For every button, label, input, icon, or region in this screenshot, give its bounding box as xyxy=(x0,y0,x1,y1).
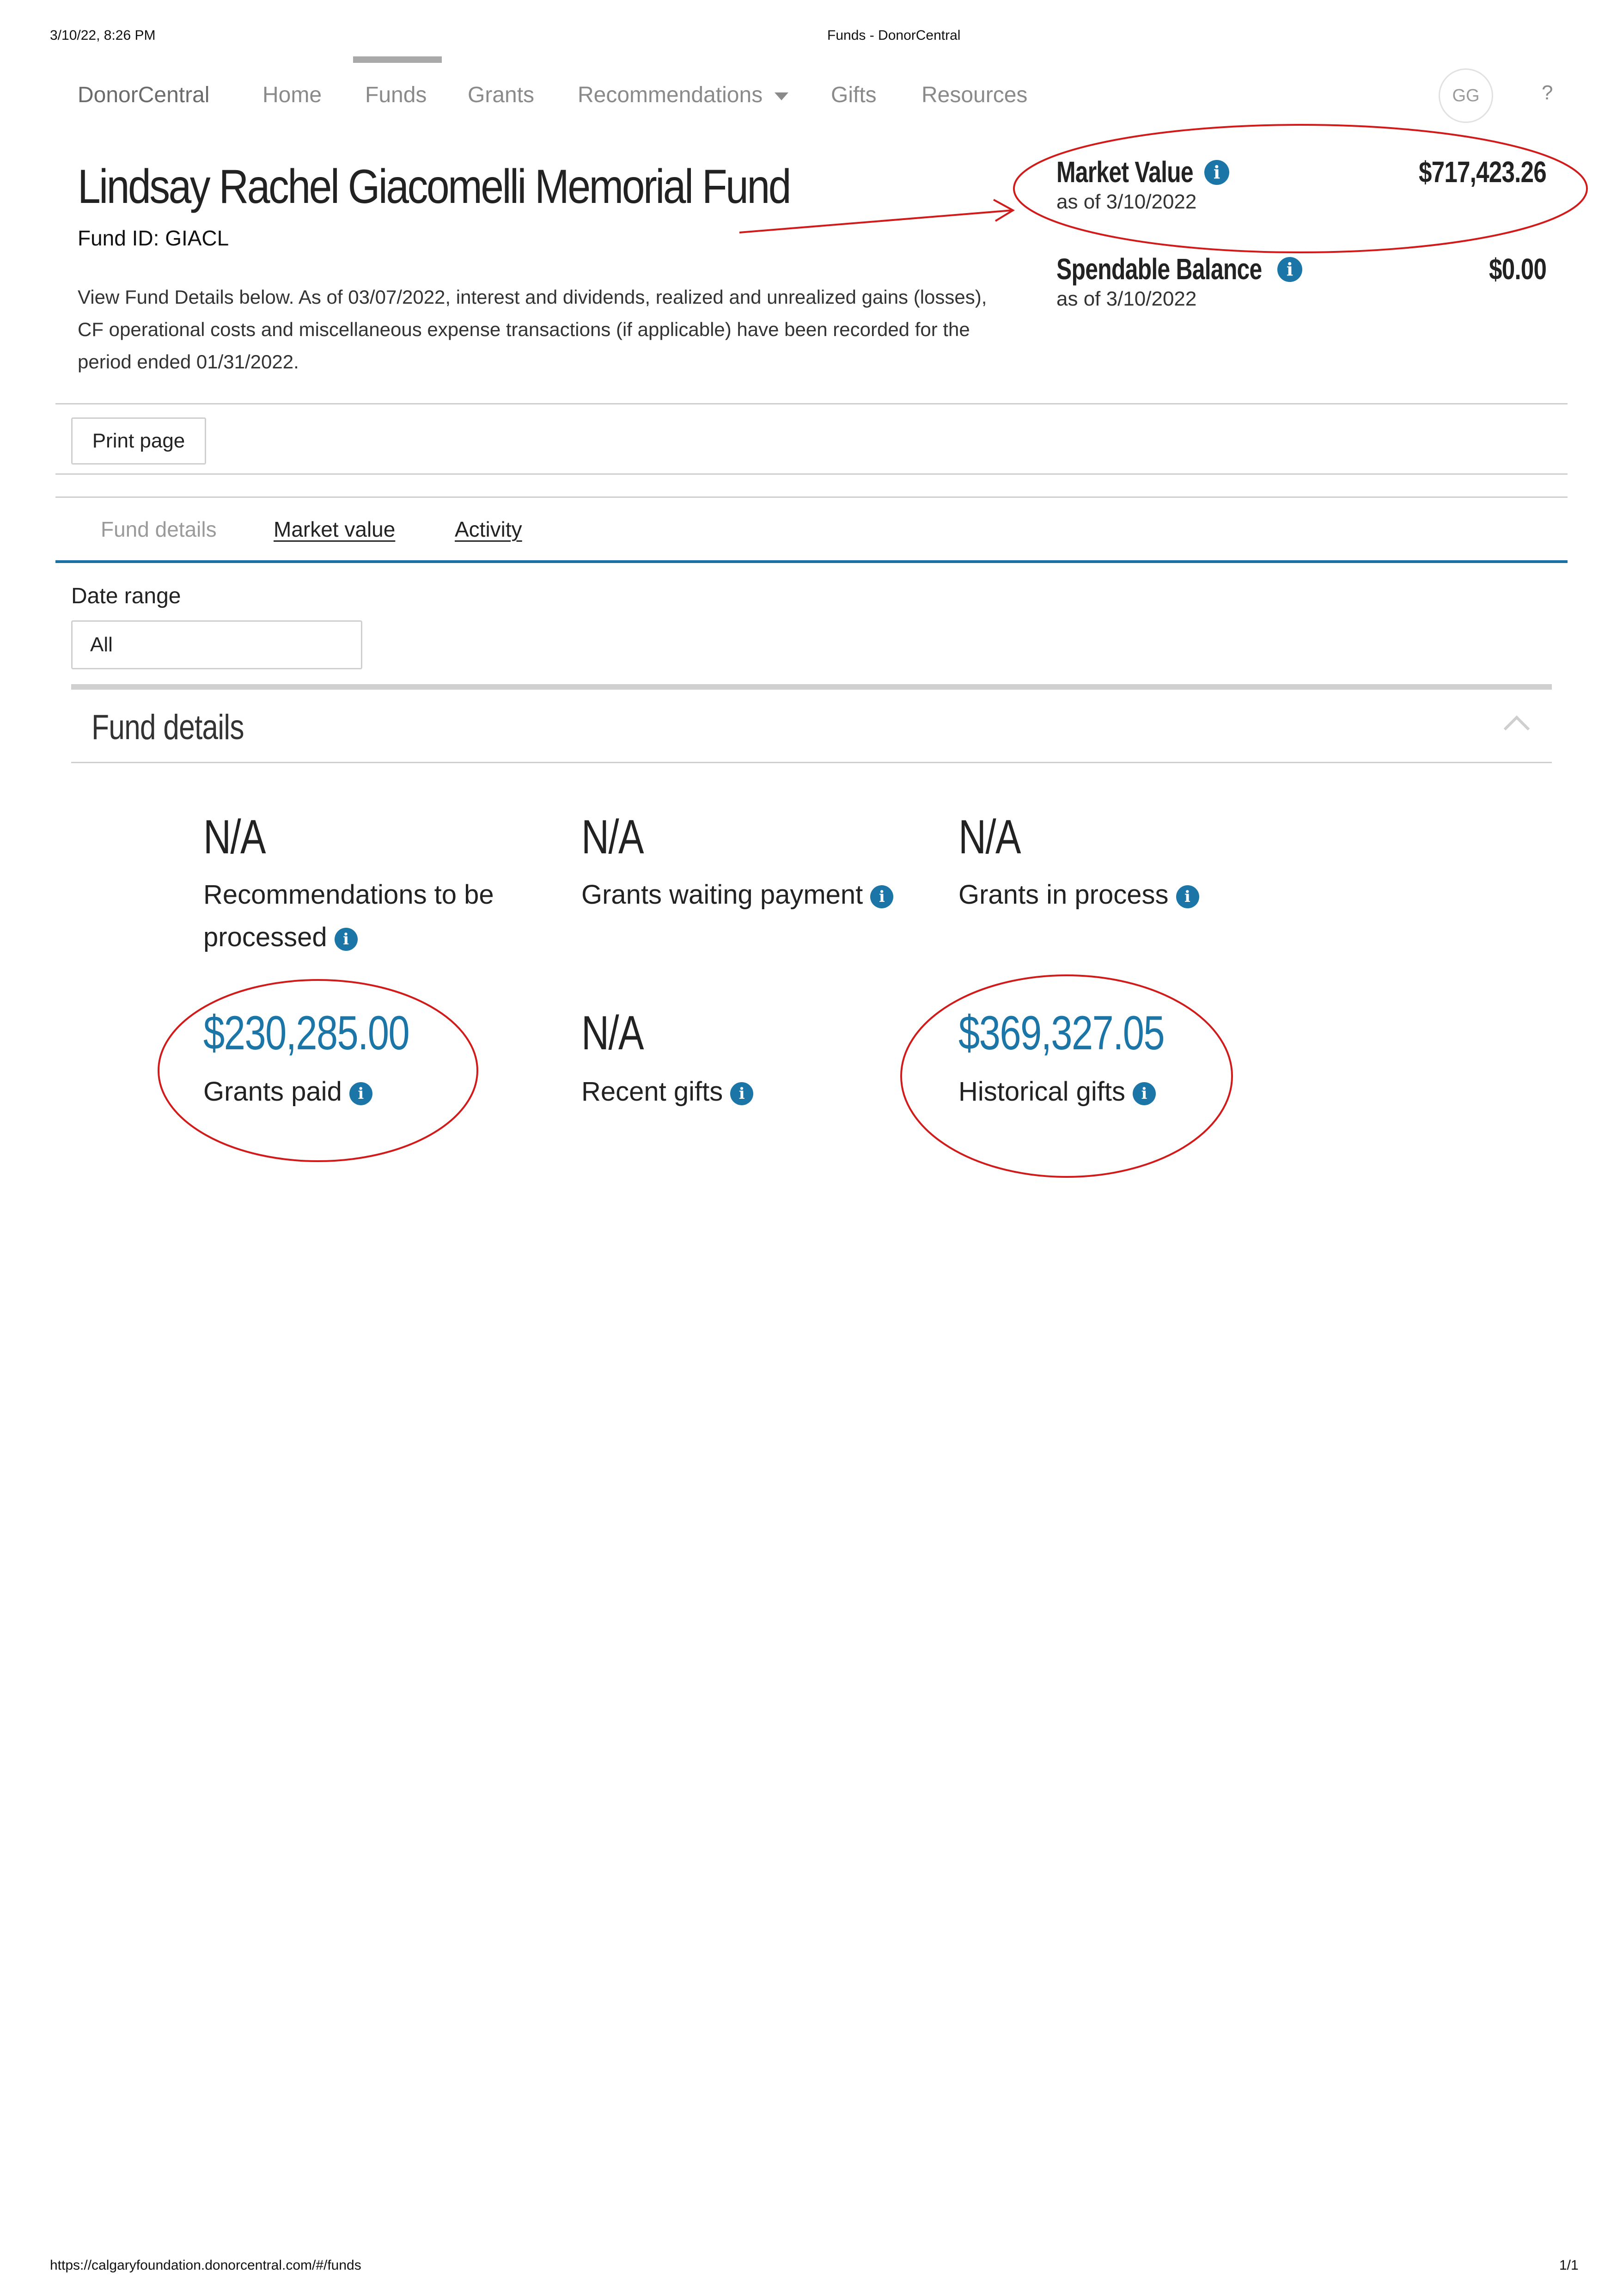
annotation-circle-market-value xyxy=(1014,125,1587,252)
nav-recommendations-label: Recommendations xyxy=(578,83,763,107)
grants-in-process-label-text: Grants in process xyxy=(958,880,1169,910)
nav-home[interactable]: Home xyxy=(262,83,322,107)
info-icon[interactable]: i xyxy=(1176,885,1199,908)
nav-grants[interactable]: Grants xyxy=(468,83,535,107)
market-value-amount: $717,423.26 xyxy=(1419,155,1546,189)
info-icon[interactable]: i xyxy=(349,1082,372,1105)
fund-description: View Fund Details below. As of 03/07/2022, interest and dividends, realized and unrealized gains (losses), CF operational costs and miscellaneous expense transactions (if applicable) have been recorded for the period ended 01/31/2022. xyxy=(78,286,987,373)
grants-waiting-label-text: Grants waiting payment xyxy=(581,880,863,910)
print-datetime: 3/10/22, 8:26 PM xyxy=(50,28,156,43)
spendable-balance-asof: as of 3/10/2022 xyxy=(1056,288,1197,310)
help-icon[interactable]: ? xyxy=(1542,81,1553,104)
recent-gifts-label-text: Recent gifts xyxy=(581,1077,723,1107)
annotation-arrow-line xyxy=(739,210,1012,233)
date-range-select[interactable]: All xyxy=(71,620,362,669)
print-page-button[interactable]: Print page xyxy=(71,417,206,465)
historical-gifts-value: $369,327.05 xyxy=(958,1006,1165,1060)
annotation-circle-historical-gifts xyxy=(901,975,1232,1177)
nav-resources[interactable]: Resources xyxy=(921,83,1028,107)
grants-in-process-value: N/A xyxy=(958,810,1020,864)
recent-gifts-value: N/A xyxy=(581,1006,643,1060)
annotation-circle-grants-paid xyxy=(159,980,477,1161)
recommendations-label-text: Recommendations to be processed xyxy=(203,880,494,952)
tab-activity[interactable]: Activity xyxy=(455,517,522,541)
print-page-title: Funds - DonorCentral xyxy=(827,28,961,43)
historical-gifts-label-text: Historical gifts xyxy=(958,1077,1125,1107)
fund-id: Fund ID: GIACL xyxy=(78,226,229,250)
page-title: Lindsay Rachel Giacomelli Memorial Fund xyxy=(78,160,790,214)
info-icon[interactable]: i xyxy=(1133,1082,1156,1105)
spendable-balance-amount: $0.00 xyxy=(1489,252,1546,286)
info-icon[interactable]: i xyxy=(335,928,358,951)
date-range-label: Date range xyxy=(71,584,181,608)
print-footer-page: 1/1 xyxy=(1559,2258,1579,2273)
grants-waiting-value: N/A xyxy=(581,810,643,864)
nav-gifts[interactable]: Gifts xyxy=(831,83,877,107)
info-icon[interactable]: i xyxy=(1277,257,1302,282)
info-icon[interactable]: i xyxy=(870,885,893,908)
brand-logo[interactable]: DonorCentral xyxy=(78,83,210,107)
section-title: Fund details xyxy=(92,708,244,747)
recommendations-value: N/A xyxy=(203,810,265,864)
avatar[interactable]: GG xyxy=(1439,68,1493,123)
market-value-label-text: Market Value xyxy=(1056,155,1193,189)
print-footer-url: https://calgaryfoundation.donorcentral.com/#/funds xyxy=(50,2258,361,2273)
grants-paid-label-text: Grants paid xyxy=(203,1077,342,1107)
info-icon[interactable]: i xyxy=(1204,160,1229,185)
info-icon[interactable]: i xyxy=(730,1082,753,1105)
nav-funds[interactable]: Funds xyxy=(365,83,427,107)
market-value-asof: as of 3/10/2022 xyxy=(1056,190,1197,213)
tab-market-value[interactable]: Market value xyxy=(274,517,396,541)
tab-fund-details[interactable]: Fund details xyxy=(101,517,217,541)
grants-paid-value: $230,285.00 xyxy=(203,1006,409,1060)
spendable-balance-label-text: Spendable Balance xyxy=(1056,252,1262,286)
